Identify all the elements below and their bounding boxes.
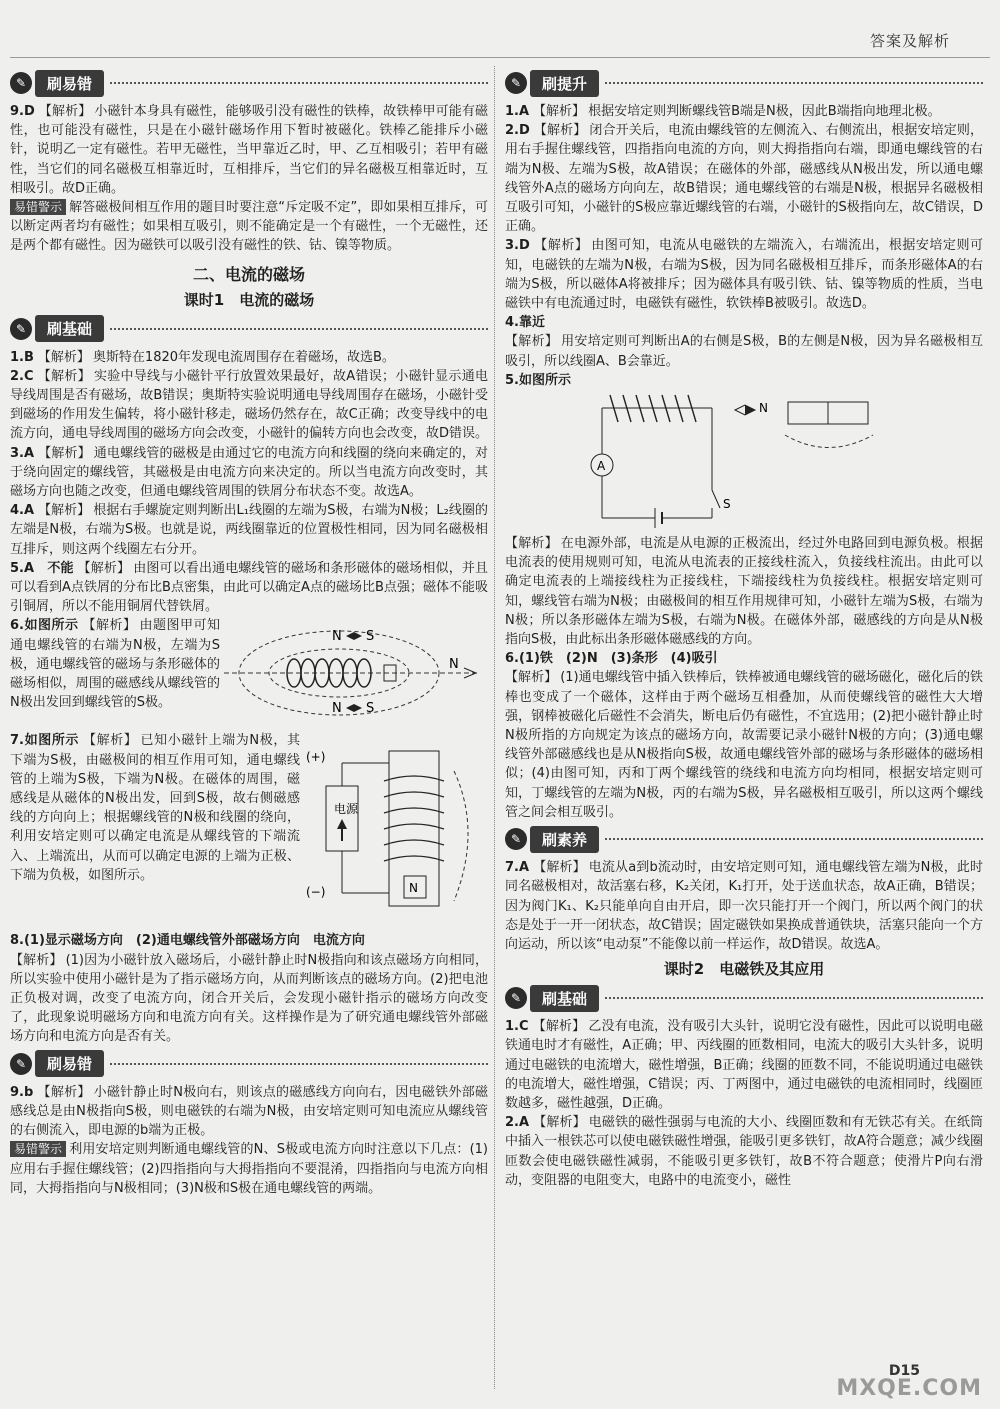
- answer-item: [10, 348, 488, 367]
- answer-item: [505, 121, 983, 236]
- pencil-icon: ✎: [505, 72, 527, 94]
- chapter-title: 二、电流的磁场: [192, 264, 305, 284]
- tip-item: [10, 198, 488, 256]
- explain-tag: 【解析】: [38, 445, 91, 461]
- column-divider: [494, 66, 495, 1389]
- question-number: 7.: [10, 733, 24, 749]
- south-label: S: [366, 701, 375, 717]
- explain-tag: 【解析】: [533, 104, 586, 119]
- answer: b: [23, 1084, 34, 1100]
- explanation: 奥斯特在1820年发现电流周围存在着磁场，故选B。: [92, 349, 395, 365]
- answer: A 不能: [23, 560, 74, 576]
- section-label: 刷素养: [530, 826, 599, 853]
- explain-tag: 【解析】: [77, 560, 131, 576]
- figure-block: [10, 731, 488, 931]
- question-number: 5.: [10, 560, 24, 576]
- answer: A: [518, 104, 530, 119]
- answer-item: [505, 236, 983, 313]
- explain-tag: 【解析】: [533, 238, 589, 254]
- north-label: N: [332, 629, 342, 645]
- answer-item: [10, 102, 488, 198]
- explain-tag: 【解析】: [37, 1084, 91, 1100]
- lesson-title: 课时1 电流的磁场: [183, 290, 315, 309]
- lesson-title: 课时2 电磁铁及其应用: [663, 960, 825, 979]
- explanation: 已知小磁针上端为N极，其下端为S极，由磁极间的相互作用可知，通电螺线管的上端为S极，下端为N极。在磁体的周围，磁感线是从磁体的N极出发，回到S极，故右侧磁感线的方向向上；根据螺线管的N极和线圈的绕向，利用安培定则可以确定电流是从螺线管的下端流入、上端流出，从而可以确定电源的上端为正极、下端为负极，如图所示。: [10, 733, 300, 883]
- explanation-item: [505, 534, 983, 649]
- explain-tag: 【解析】: [505, 536, 558, 552]
- explanation-item: [505, 332, 983, 370]
- explanation: 乙没有电流，没有吸引大头针，说明它没有磁性，因此可以说明电磁铁通电时才有磁性，A正确；甲、丙线圈的匝数相同，电流大的吸引大头针多，说明通过电磁铁的电流增大，磁性增强，B正确；线圈的匝数不同，不能说明通过电磁铁的电流增大，磁性增强，C错误；丙、丁两图中，通过电磁铁的电流相同时，线圈匝数越多，磁性越强，D正确。: [505, 1019, 983, 1111]
- explanation: 由图可知，电流从电磁铁的左端流入，右端流出，根据安培定则可知，电磁铁的左端为N极，右端为S极，因为同名磁极相互排斥，而条形磁体A的右端为S极，所以磁体A将被排斥；因为磁体具有吸引铁、钴、镍等物质的性质，当电磁铁中有电流通过时，电磁铁有磁性，软铁棒B被吸引。故选D。: [505, 238, 983, 312]
- question-number: 9.: [10, 104, 24, 119]
- answer-item: [10, 501, 488, 559]
- tip-tag: 易错警示: [10, 1141, 66, 1157]
- dotted-line: [110, 1063, 488, 1065]
- answer-item: [10, 559, 488, 617]
- explanation: 闭合开关后，电流由螺线管的左侧流入、右侧流出，根据安培定则，用右手握住螺线管，四指指向电流的方向，则大拇指指向右端，即通电螺线管的右端为N极、左端为S极，故A错误；在磁体的外部，磁感线从N极出发，所以通电螺线管外A点的磁场方向向左，故B错误；通电螺线管的右端是N极，根据异名磁极相互吸引可知，小磁针的S极应靠近螺线管的右端，小磁针的S极指向左，故C错误，D正确。: [505, 123, 983, 235]
- figure-block: [10, 616, 488, 731]
- question-number: 6.: [505, 651, 519, 667]
- circuit-diagram: [505, 390, 983, 530]
- section-label: 刷提升: [530, 70, 599, 97]
- explanation: (1)因为小磁针放入磁场后，小磁针静止时N极指向和该点磁场方向相同，所以实验中使用小磁针是为了指示磁场方向，从而判断该点的磁场方向。(2)把电池正负极对调，改变了电流方向，闭合开关后，会发现小磁针指示的磁场方向改变了，此现象说明磁场方向和电流方向有关。这样操作是为了研究通电螺线管外部磁场方向和电流方向是否有关。: [10, 952, 488, 1045]
- answer-item: [505, 313, 983, 332]
- answer: A: [518, 1115, 530, 1131]
- explain-tag: 【解析】: [38, 104, 92, 119]
- explanation: 在电源外部，电流是从电源的正极流出，经过外电路回到电源负极。根据电流表的使用规则可知，电流从电流表的正接线柱流入，负接线柱流出。由此可以确定电流表的上端接线柱为正接线柱，下端接线柱为负接线柱。根据安培定则可知，螺线管右端为N极；由磁极间的相互作用规律可知，小磁针左端为S极，右端为N极；所以条形磁体左端为S极，右端为N极。在磁体外部，磁感线的方向是从N极指向S极，由此标出条形磁体磁感线的方向。: [505, 536, 983, 648]
- question-number: 4.: [505, 315, 519, 331]
- question-number: 3.: [505, 238, 519, 254]
- pencil-icon: ✎: [10, 318, 32, 340]
- answer: (1)显示磁场方向 (2)通电螺线管外部磁场方向 电流方向: [23, 933, 365, 949]
- tip-text: 解答磁极间相互作用的题目时要注意“斥定吸不定”，即如果相互排斥，可以断定两者均有磁性；如果相互吸引，则不能确定是一个有磁性，一个无磁性，还是两个都有磁性。因为磁铁可以吸引没有磁性的铁、钴、镍等物质。: [10, 200, 488, 254]
- page-number: D15: [888, 1363, 920, 1379]
- south-label: S: [366, 629, 375, 645]
- explanation: 通电螺线管的磁极是由通过它的电流方向和线圈的绕向来确定的，对于绕向固定的螺线管，其磁极是由电流方向来决定的。所以当电流方向改变时，其磁场方向也随之改变，但通电螺线管周围的铁屑分布状态不变。故选A。: [10, 445, 488, 500]
- explanation: 电磁铁的磁性强弱与电流的大小、线圈匝数和有无铁芯有关。在纸筒中插入一根铁芯可以使电磁铁磁性增强，能吸引更多铁钉，故A符合题意；减少线圈匝数会使电磁铁磁性减弱，不能吸引更多铁钉，故B不符合题意；使滑片P向右滑动，变阻器的电阻变大，电路中的电流变小，磁性: [505, 1115, 983, 1188]
- question-number: 4.: [10, 503, 24, 519]
- tip-item: [10, 1140, 488, 1198]
- tip-text: 利用安培定则判断通电螺线管的N、S极或电流方向时注意以下几点：(1)应用右手握住螺线管；(2)四指指向与大拇指指向不要混淆，四指指向与电流方向相同，大拇指指向与N极相同；(3)N极和S极在通电螺线管的两端。: [10, 1142, 488, 1196]
- explain-tag: 【解析】: [37, 368, 91, 384]
- north-label: N: [409, 881, 418, 896]
- dotted-line: [605, 997, 983, 999]
- dotted-line: [110, 82, 488, 84]
- page-header: 答案及解析: [869, 32, 950, 50]
- question-number: 5.: [505, 372, 519, 388]
- question-number: 2.: [505, 123, 519, 139]
- answer-item: [10, 931, 488, 950]
- watermark: MXQE.COM: [836, 1376, 982, 1401]
- section-banner: [505, 824, 983, 854]
- answer-item: [505, 858, 983, 954]
- dotted-line: [605, 82, 983, 84]
- explanation: 根据右手螺旋定则判断出L₁线圈的左端为S极，右端为N极；L₂线圈的左端是N极，右端为S极。也就是说，两线圈靠近的位置极性相同，因为同名磁极相互排斥，则这两个线圈左右分开。: [10, 503, 488, 557]
- explanation: 由图可以看出通电螺线管的磁场和条形磁体的磁场相似，并且可以看到A点铁屑的分布比B点密集，由此可以确定A点的磁场比B点强；磁体不能吸引铜屑，所以不能用铜屑代替铁屑。: [10, 560, 488, 615]
- circuit-solenoid-diagram: [300, 731, 488, 931]
- section-banner: [505, 983, 983, 1013]
- answer: 如图所示: [23, 618, 79, 634]
- dotted-line: [605, 838, 983, 840]
- answer-item: [10, 1083, 488, 1141]
- explain-tag: 【解析】: [10, 952, 63, 968]
- explain-tag: 【解析】: [533, 123, 587, 139]
- explain-tag: 【解析】: [82, 618, 137, 634]
- power-source-label: 电源: [334, 802, 359, 817]
- answer: B: [23, 349, 34, 365]
- answer: 如图所示: [23, 733, 80, 749]
- explain-tag: 【解析】: [37, 349, 90, 365]
- explain-tag: 【解析】: [532, 1019, 586, 1035]
- solenoid-field-diagram: [220, 616, 488, 731]
- explain-tag: 【解析】: [533, 860, 586, 876]
- pencil-icon: ✎: [10, 72, 32, 94]
- explanation: 实验中导线与小磁针平行放置效果最好，故A错误；小磁针显示通电导线周围是否有磁场，故B错误；奥斯特实验说明通电导线周围存在磁场，小磁针受到磁场的作用发生偏转，将小磁针移走，磁场仍然存在，故C正确；改变导线中的电流方向，通电导线周围的磁场方向会改变，小磁针的偏转方向也会改变，故D错误。: [10, 368, 489, 442]
- answer: C: [23, 368, 34, 384]
- explain-tag: 【解析】: [505, 670, 558, 686]
- answer: C: [518, 1019, 529, 1035]
- answer-item: [505, 649, 983, 668]
- explanation-item: [10, 951, 488, 1047]
- section-banner: [505, 68, 983, 98]
- answer-item: [505, 1017, 983, 1113]
- pencil-icon: ✎: [505, 828, 527, 850]
- question-number: 1.: [505, 104, 519, 119]
- answer: A: [518, 860, 530, 876]
- explanation: 小磁针本身具有磁性，能够吸引没有磁性的铁棒，故铁棒甲可能有磁性，也可能没有磁性，只是在小磁针磁场作用下暂时被磁化。铁棒乙能排斥小磁针，说明乙一定有磁性。若甲无磁性，当甲靠近乙时，甲、乙互相吸引；若甲有磁性，当它们的同名磁极互相靠近时，互相排斥，当它们的异名磁极互相靠近时，互相吸引。故D正确。: [10, 104, 488, 196]
- question-number: 1.: [10, 349, 24, 365]
- section-label: 刷易错: [35, 1050, 104, 1077]
- answer-item: [10, 367, 488, 444]
- answer: (1)铁 (2)N (3)条形 (4)吸引: [518, 651, 718, 667]
- question-number: 8.: [10, 933, 24, 949]
- answer-item: [10, 616, 220, 712]
- plus-label: (+): [306, 750, 326, 765]
- answer-item: [10, 731, 300, 885]
- explanation: 由题图甲可知通电螺线管的右端为N极，左端为S极，通电螺线管的磁场与条形磁体的磁场相似，周围的磁感线从螺线管的N极出发回到螺线管的S极。: [10, 618, 220, 711]
- explanation: 电流从a到b流动时，由安培定则可知，通电螺线管左端为N极，此时同名磁极相对，故活塞右移，K₂关闭，K₁打开，处于送血状态，故A正确，B错误；因为阀门K₁、K₂只能单向自由开启，即一次只能打开一个阀门，所以两个阀门的状态是处于一开一闭状态，故C错误；固定磁铁如果换成普通铁块，活塞只能向一个方向运动，所以该“电动泵”不能像以前一样运作，故D错误。故选A。: [505, 860, 983, 952]
- header-rule: [10, 57, 990, 58]
- north-label: N: [332, 701, 342, 717]
- question-number: 1.: [505, 1019, 519, 1035]
- north-label: N: [759, 401, 768, 416]
- section-banner: [10, 1049, 488, 1079]
- tip-tag: 易错警示: [10, 199, 66, 215]
- section-label: 刷基础: [530, 985, 599, 1012]
- explanation: 用安培定则可判断出A的右侧是S极，B的左侧是N极，因为异名磁极相互吸引，所以线圈A、B会靠近。: [505, 334, 983, 369]
- switch-label: S: [723, 497, 731, 512]
- answer-item: [505, 1113, 983, 1190]
- question-number: 2.: [505, 1115, 519, 1131]
- question-number: 9.: [10, 1084, 24, 1100]
- north-label: N: [449, 657, 459, 673]
- explanation-item: [505, 668, 983, 822]
- answer-item: [10, 444, 488, 502]
- answer-item: [505, 371, 983, 390]
- answer: D: [23, 104, 35, 119]
- ammeter-label: A: [597, 459, 606, 474]
- answer: 如图所示: [518, 372, 571, 388]
- answer-item: [505, 102, 983, 121]
- section-banner: [10, 314, 488, 344]
- right-column: [505, 66, 983, 1190]
- question-number: 7.: [505, 860, 519, 876]
- explain-tag: 【解析】: [38, 503, 91, 519]
- question-number: 6.: [10, 618, 24, 634]
- answer: A: [23, 445, 35, 461]
- section-banner: [10, 68, 488, 98]
- explanation: (1)通电螺线管中插入铁棒后，铁棒被通电螺线管的磁场磁化，磁化后的铁棒也变成了一个磁体，这样由于两个磁场互相叠加，从而使螺线管的磁性大大增强，钢棒被磁化后磁性不会消失，断电后仍有磁性，不宜选用；(2)把小磁针静止时N极所指的方向规定为该点的磁场方向，故需要记录小磁针N极的方向；(3)通电螺线管外部磁感线也是从N极指向S极，故通电螺线管外部的磁场与条形磁体的磁场相似；(4)由图可知，丙和丁两个螺线管的绕线和电流方向均相同，根据安培定则可知，丁螺线管的左端为N极，丙的右端为S极，异名磁极相互吸引，所以这两个螺线管之间会相互吸引。: [505, 670, 983, 820]
- question-number: 3.: [10, 445, 24, 461]
- pencil-icon: ✎: [10, 1053, 32, 1075]
- answer: A: [23, 503, 35, 519]
- explain-tag: 【解析】: [83, 733, 138, 749]
- pencil-icon: ✎: [505, 987, 527, 1009]
- explanation: 根据安培定则判断螺线管B端是N极，因此B端指向地理北极。: [588, 104, 941, 119]
- question-number: 2.: [10, 368, 24, 384]
- minus-label: (−): [306, 885, 326, 900]
- left-column: [10, 66, 488, 1198]
- explanation: 小磁针静止时N极向右，则该点的磁感线方向向右，因电磁铁外部磁感线总是由N极指向S极，则电磁铁的右端为N极，由安培定则可知电流应从螺线管的右侧流入，即电源的b端为正极。: [10, 1084, 488, 1139]
- answer: 靠近: [518, 315, 545, 331]
- dotted-line: [110, 328, 488, 330]
- section-label: 刷易错: [35, 70, 104, 97]
- section-label: 刷基础: [35, 315, 104, 342]
- explain-tag: 【解析】: [533, 1115, 586, 1131]
- answer: D: [518, 238, 530, 254]
- explain-tag: 【解析】: [505, 334, 559, 350]
- answer: D: [518, 123, 530, 139]
